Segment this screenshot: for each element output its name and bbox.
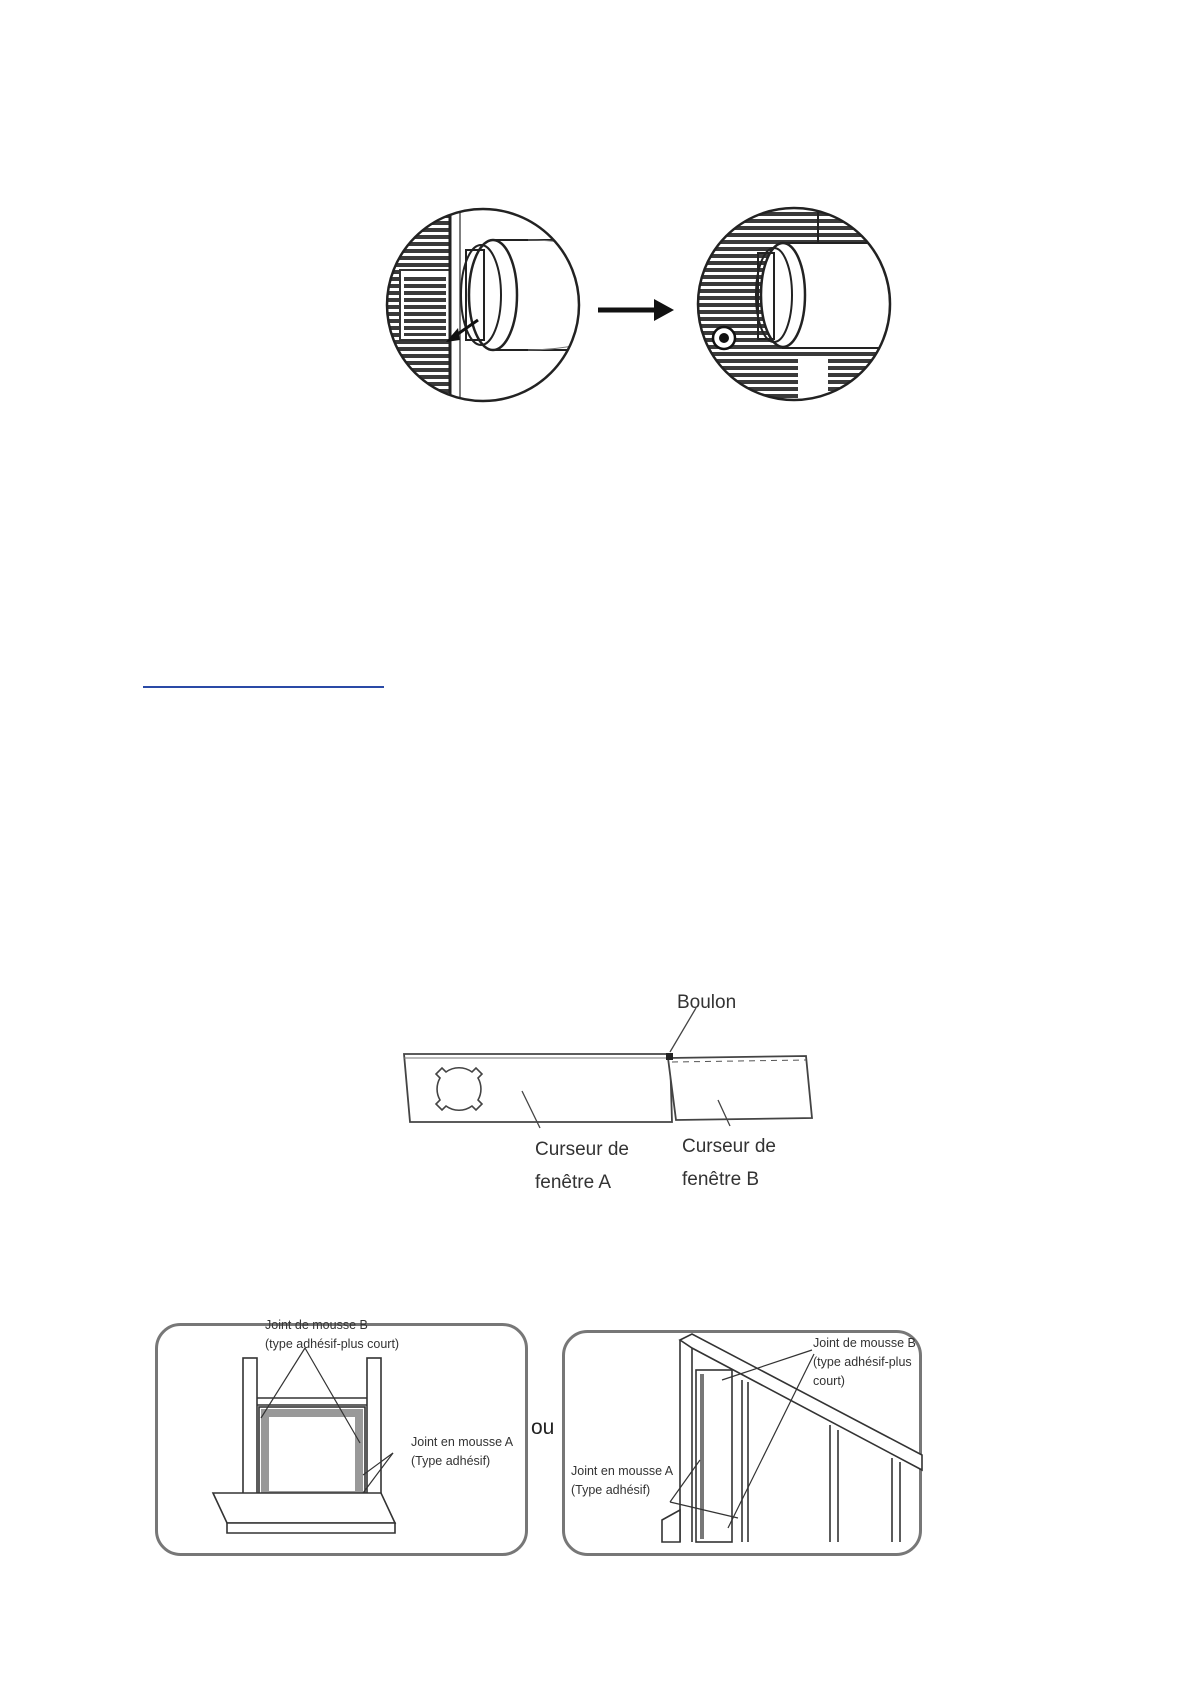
left-foam-b-label-line2: (type adhésif-plus court) bbox=[265, 1337, 400, 1351]
slider-b-label-line1: Curseur de bbox=[682, 1136, 776, 1157]
right-foam-b-label-line3: court) bbox=[813, 1374, 845, 1388]
right-foam-a-label-line2: (Type adhésif) bbox=[571, 1483, 651, 1497]
left-foam-a-label-line1: Joint en mousse A bbox=[411, 1435, 514, 1449]
bolt-label: Boulon bbox=[677, 992, 737, 1013]
or-separator: ou bbox=[531, 1416, 555, 1439]
hose-attached-circle-illustration bbox=[688, 198, 900, 410]
right-foam-b-label-line1: Joint de mousse B bbox=[813, 1336, 916, 1350]
slider-a-label-line2: fenêtre A bbox=[535, 1172, 612, 1193]
section-underline bbox=[143, 686, 384, 688]
left-foam-a-label-line2: (Type adhésif) bbox=[411, 1454, 491, 1468]
slider-b-label-line2: fenêtre B bbox=[682, 1169, 760, 1190]
slider-a-label-line1: Curseur de bbox=[535, 1139, 629, 1160]
next-step-arrow-icon bbox=[596, 295, 676, 325]
left-foam-b-label-line1: Joint de mousse B bbox=[265, 1318, 368, 1332]
right-foam-a-label-line1: Joint en mousse A bbox=[571, 1464, 674, 1478]
hose-detach-circle-illustration bbox=[378, 200, 588, 410]
right-foam-b-label-line2: (type adhésif-plus bbox=[813, 1355, 912, 1369]
window-slider-illustration bbox=[400, 1040, 820, 1130]
